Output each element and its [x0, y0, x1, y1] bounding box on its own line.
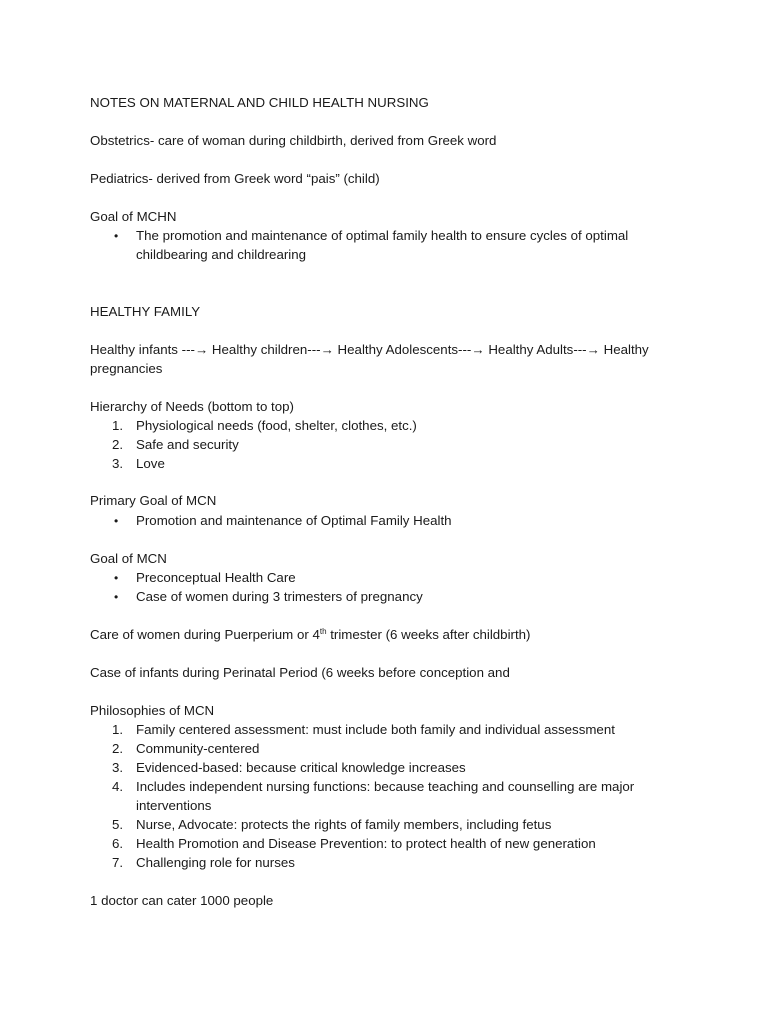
healthy-family-heading: HEALTHY FAMILY — [90, 304, 201, 319]
puerperium-line — [90, 626, 530, 644]
sequence-adolescents: Healthy Adolescents--- — [333, 342, 472, 357]
arrow-icon: → — [320, 342, 334, 357]
bullet-marker: • — [114, 571, 119, 585]
list-number: 7. — [112, 855, 124, 870]
arrow-icon: → — [194, 342, 209, 357]
sequence-adults: Healthy Adults--- — [484, 342, 587, 357]
doctor-ratio-line: 1 doctor can cater 1000 people — [90, 893, 274, 908]
sequence-healthy: Healthy — [599, 342, 649, 357]
list-item: Community-centered — [136, 741, 260, 756]
list-item: Includes independent nursing functions: because teaching and counselling are major — [136, 779, 635, 794]
goal-mchn-heading: Goal of MCHN — [90, 209, 177, 224]
sequence-infants: Healthy infants --- — [90, 342, 195, 357]
list-item: Physiological needs (food, shelter, clothes, etc.) — [136, 418, 417, 433]
list-number: 5. — [112, 817, 124, 832]
arrow-icon: → — [586, 342, 600, 357]
goal-mchn-item-line2: childbearing and childrearing — [136, 247, 307, 262]
list-number: 2. — [112, 437, 124, 452]
list-item-continuation: interventions — [136, 798, 212, 813]
list-item: Nurse, Advocate: protects the rights of family members, including fetus — [136, 817, 552, 832]
ordinal-suffix: th — [319, 627, 327, 636]
document-title: NOTES ON MATERNAL AND CHILD HEALTH NURSING — [90, 95, 429, 110]
list-number: 6. — [112, 836, 124, 851]
pediatrics-definition: Pediatrics- derived from Greek word “pais” (child) — [90, 171, 380, 186]
list-item: Promotion and maintenance of Optimal Family Health — [136, 513, 452, 528]
list-item: Health Promotion and Disease Prevention: to protect health of new generation — [136, 836, 596, 851]
hierarchy-heading: Hierarchy of Needs (bottom to top) — [90, 399, 294, 414]
list-number: 1. — [112, 722, 124, 737]
perinatal-line: Case of infants during Perinatal Period (6 weeks before conception and — [90, 665, 510, 680]
bullet-marker: • — [114, 590, 119, 604]
list-number: 3. — [112, 760, 124, 775]
list-item: Safe and security — [136, 437, 239, 452]
puerperium-text-end: trimester (6 weeks after childbirth) — [326, 627, 531, 642]
bullet-marker: • — [114, 229, 119, 243]
list-item: Challenging role for nurses — [136, 855, 295, 870]
primary-goal-heading: Primary Goal of MCN — [90, 493, 217, 508]
goal-mchn-item-line1: The promotion and maintenance of optimal family health to ensure cycles of optimal — [136, 228, 629, 243]
puerperium-text: Care of women during Puerperium or 4 — [90, 627, 320, 642]
healthy-family-sequence — [90, 341, 649, 359]
list-item: Evidenced-based: because critical knowledge increases — [136, 760, 466, 775]
philosophies-heading: Philosophies of MCN — [90, 703, 215, 718]
list-number: 4. — [112, 779, 124, 794]
obstetrics-definition: Obstetrics- care of woman during childbirth, derived from Greek word — [90, 133, 497, 148]
list-item: Family centered assessment: must include both family and individual assessment — [136, 722, 615, 737]
list-number: 1. — [112, 418, 124, 433]
bullet-marker: • — [114, 514, 119, 528]
list-number: 3. — [112, 456, 124, 471]
arrow-icon: → — [471, 342, 485, 357]
list-item: Case of women during 3 trimesters of pregnancy — [136, 589, 423, 604]
list-item: Preconceptual Health Care — [136, 570, 296, 585]
list-number: 2. — [112, 741, 124, 756]
goal-mcn-heading: Goal of MCN — [90, 551, 167, 566]
sequence-children: Healthy children--- — [208, 342, 321, 357]
list-item: Love — [136, 456, 165, 471]
sequence-pregnancies: pregnancies — [90, 361, 163, 376]
